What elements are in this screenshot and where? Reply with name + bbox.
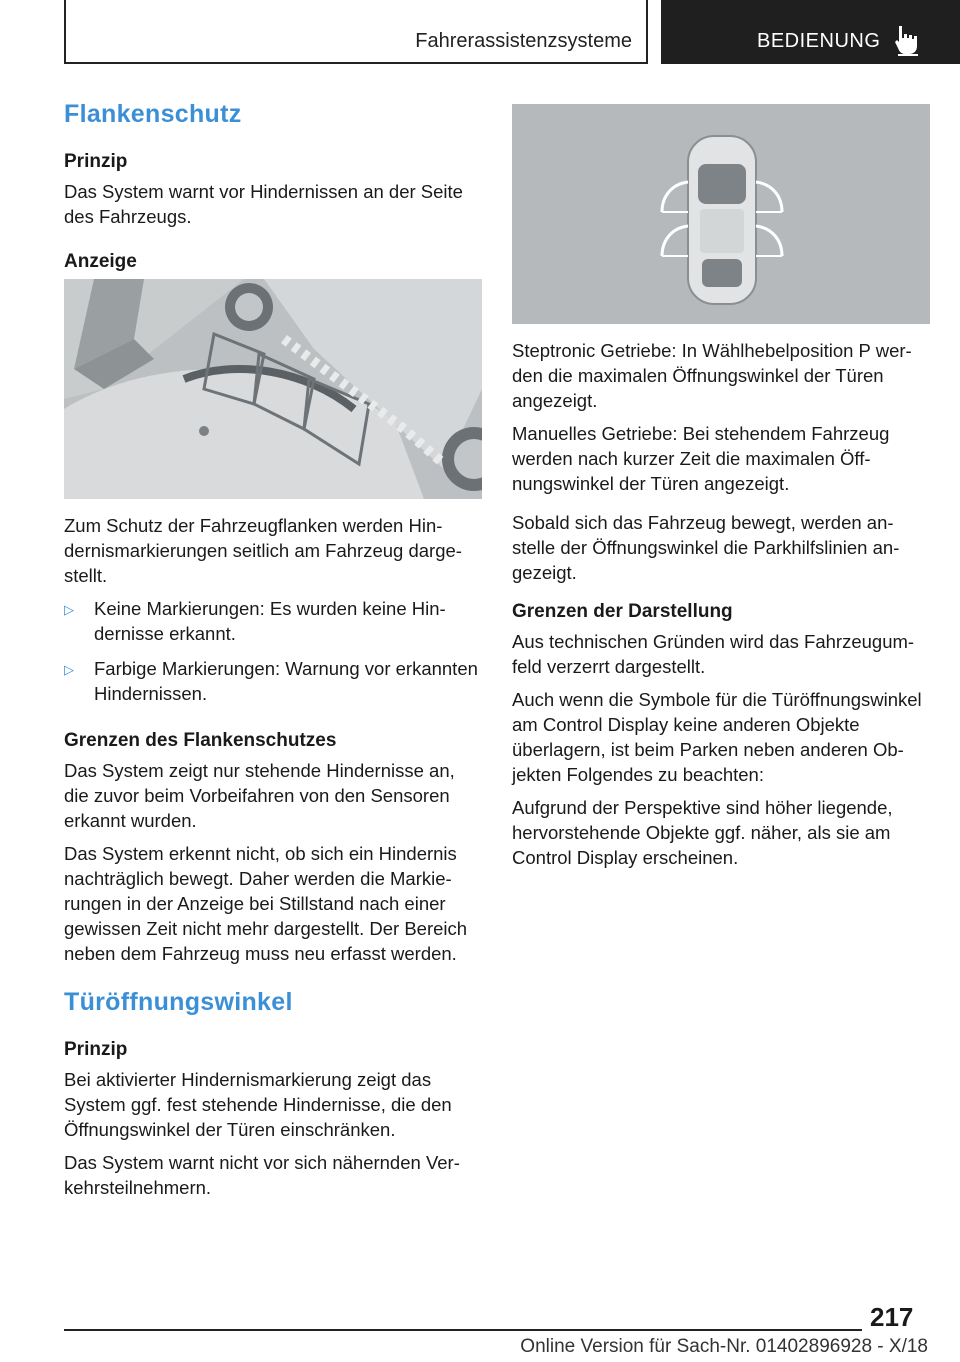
header-section-title: Fahrerassistenzsysteme: [415, 30, 632, 52]
bullet-text: Farbige Markierungen: Warnung vor erkannten Hindernissen.: [94, 658, 478, 704]
bullet-item: [64, 656, 482, 706]
paragraph-grenzen-2b: Auch wenn die Symbole für die Türöffnungswinkel am Control Display keine anderen Objekte überlagern, ist beim Parken neben anderen Objekten Folgendes zu beachten:: [512, 689, 922, 785]
paragraph-grenzen-b: Das System erkennt nicht, ob sich ein Hindernis nachträglich bewegt. Daher werden die Markierungen in der Anzeige bei Stillstand nach einer gewissen Zeit nicht mehr dargestellt. Der Bereich neben dem Fahrzeug muss neu erfasst werden.: [64, 843, 468, 964]
right-column: [512, 104, 930, 878]
footer-online-version: Online Version für Sach-Nr. 01402896928 - X/18: [520, 1336, 928, 1357]
paragraph-manuell: Manuelles Getriebe: Bei stehendem Fahrzeug werden nach kurzer Zeit die maximalen Öffnungswinkel der Türen angezeigt.: [512, 423, 890, 494]
pointing-hand-icon: [893, 24, 923, 56]
left-column: [64, 100, 482, 1208]
triangle-bullet-icon: ▷: [64, 602, 74, 617]
paragraph-grenzen-2a: Aus technischen Gründen wird das Fahrzeugumfeld verzerrt dargestellt.: [512, 631, 915, 677]
bullet-item: [64, 596, 482, 646]
paragraph-grenzen-a: Das System zeigt nur stehende Hindernisse an, die zuvor beim Vorbeifahren von den Sensoren erkannt wurden.: [64, 760, 455, 831]
paragraph-prinzip: Das System warnt vor Hindernissen an der Seite des Fahrzeugs.: [64, 181, 463, 227]
triangle-bullet-icon: ▷: [64, 662, 74, 677]
paragraph-anzeige: Zum Schutz der Fahrzeugflanken werden Hindernismarkierungen seitlich am Fahrzeug dargestellt.: [64, 515, 462, 586]
bullet-text: Keine Markierungen: Es wurden keine Hindernisse erkannt.: [94, 598, 446, 644]
paragraph-prinzip-2a: Bei aktivierter Hindernismarkierung zeigt das System ggf. fest stehende Hindernisse, die den Öffnungswinkel der Türen einschränken.: [64, 1069, 452, 1140]
subheading-grenzen-flankenschutz: Grenzen des Flankenschutzes: [64, 730, 337, 751]
illustration-door-opening-angle: [512, 104, 930, 324]
subheading-anzeige: Anzeige: [64, 251, 137, 272]
header-chapter-box: [661, 0, 960, 64]
subheading-prinzip-2: Prinzip: [64, 1039, 128, 1060]
paragraph-steptronic: Steptronic Getriebe: In Wählhebelposition P werden die maximalen Öffnungswinkel der Türen angezeigt.: [512, 340, 912, 411]
illustration-side-protection-display: [64, 279, 482, 499]
paragraph-grenzen-2c: Aufgrund der Perspektive sind höher liegende, hervorstehende Objekte ggf. näher, als sie am Control Display erscheinen.: [512, 797, 893, 868]
footer-divider: [64, 1329, 862, 1331]
heading-flankenschutz: Flankenschutz: [64, 100, 242, 128]
heading-tueroeffnungswinkel: Türöffnungswinkel: [64, 988, 293, 1016]
subheading-prinzip: Prinzip: [64, 151, 128, 172]
header-section-box: [64, 0, 648, 64]
subheading-grenzen-darstellung: Grenzen der Darstellung: [512, 601, 733, 622]
header-chapter-title: BEDIENUNG: [757, 30, 881, 52]
paragraph-prinzip-2b: Das System warnt nicht vor sich nähernden Verkehrsteilnehmern.: [64, 1152, 460, 1198]
paragraph-sobald: Sobald sich das Fahrzeug bewegt, werden anstelle der Öffnungswinkel die Parkhilfslinien angezeigt.: [512, 512, 900, 583]
page-number: 217: [870, 1302, 914, 1332]
